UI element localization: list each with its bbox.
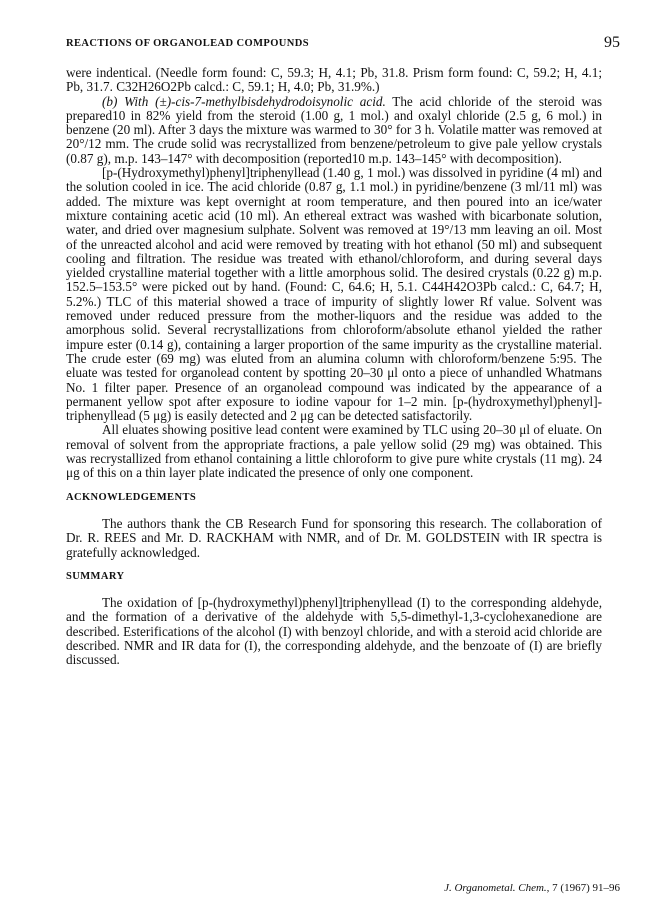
journal-citation: [444, 882, 620, 894]
paragraph-lead-italic: (b) With (±)-cis-7-methylbisdehydrodoisynolic acid.: [102, 93, 386, 109]
paragraph-found-analysis: were indentical. (Needle form found: C, 59.3; H, 4.1; Pb, 31.8. Prism form found: C, 59.2; H, 4.1; Pb, 31.7. C32H26O2Pb calcd.: C, 59.1; H, 4.0; Pb, 31.9%.): [66, 65, 602, 95]
paragraph-acid-chloride-text: The acid chloride of the steroid was prepared10 in 82% yield from the steroid (1.00 g, 1 mol.) and oxalyl chloride (2.5 g, 6 mol.) in benzene (20 ml). After 3 days the mixture was warmed to 30° for 3 h. Volatile matter was removed at 20°/12 mm. The crude solid was recrystallized from benzene/petroleum to give pale yellow crystals (0.87 g), m.p. 143–147° with decomposition (reported10 m.p. 143–145° with decomposition).: [66, 93, 602, 166]
acknowledgements-heading: ACKNOWLEDGEMENTS: [66, 491, 197, 503]
running-title: REACTIONS OF ORGANOLEAD COMPOUNDS: [66, 38, 309, 49]
page-number: 95: [604, 34, 620, 51]
paragraph-acid-chloride: [66, 95, 602, 166]
paragraph-esterification: [p-(Hydroxymethyl)phenyl]triphenyllead (1.40 g, 1 mol.) was dissolved in pyridine (4 ml) and the solution cooled in ice. The acid chloride (0.87 g, 1.1 mol.) in pyridine/benzene (3 ml/11 ml) was added. The mixture was kept overnight at room temperature, and then poured into an ice/water mixture containing acetic acid (10 ml). An ethereal extract was washed with bicarbonate solution, water, and dried over magnesium sulphate. Solvent was removed at 19°/13 mm leaving an oil. Most of the unreacted alcohol and acid were removed by treating with hot ethanol (50 ml) and subsequent cooling and filtration. The residue was treated with ethanol/chloroform, and during several days yielded crystalline material together with a little amorphous solid. The desired crystals (0.22 g) m.p. 152.5–153.5° were picked out by hand. (Found: C, 64.6; H, 5.1. C44H42O3Pb calcd.: C, 64.7; H, 5.2%.) TLC of this material showed a trace of impurity of slightly lower Rf value. Solvent was removed under reduced pressure from the mother-liquors and the residue was added to the amorphous solid. Several recrystallizations from chloroform/absolute ethanol yielded the rather impure ester (0.14 g), containing a larger proportion of the same impurity as the crystalline material. The crude ester (69 mg) was eluted from an alumina column with chloroform/benzene 5:95. The eluate was tested for organolead content by spotting 20–30 μl onto a piece of unhandled Whatmans No. 1 filter paper. Presence of an organolead compound was indicated by the appearance of a permanent yellow spot after exposure to iodine vapour for 1–2 min. [p-(hydroxymethyl)phenyl]-triphenyllead (5 μg) is easily detected and 2 μg can be detected satisfactorily.: [66, 165, 602, 424]
summary-text: The oxidation of [p-(hydroxymethyl)phenyl]triphenyllead (I) to the corresponding aldehyde, and the formation of a derivative of the aldehyde with 5,5-dimethyl-1,3-cyclohexanedione are described. Esterifications of the alcohol (I) with benzoyl chloride, and with a steroid acid chloride are described. NMR and IR data for (I), the corresponding aldehyde, and the benzoate of (I) are briefly discussed.: [66, 595, 602, 668]
acknowledgements-text: The authors thank the CB Research Fund for sponsoring this research. The collaboration of Dr. R. REES and Mr. D. RACKHAM with NMR, and of Dr. M. GOLDSTEIN with IR spectra is gratefully acknowledged.: [66, 515, 602, 560]
journal-volume-pages: 7 (1967) 91–96: [549, 882, 620, 894]
summary-heading: SUMMARY: [66, 570, 125, 582]
paragraph-eluates: All eluates showing positive lead content were examined by TLC using 20–30 μl of eluate. On removal of solvent from the appropriate fractions, a pale yellow solid (29 mg) was obtained. This was recrystallized from ethanol containing a little chloroform to give pure white crystals (11 mg). 24 μg of this on a thin layer plate indicated the presence of only one component.: [66, 422, 602, 481]
article-body: [66, 66, 602, 668]
journal-name: J. Organometal. Chem.,: [444, 882, 550, 894]
